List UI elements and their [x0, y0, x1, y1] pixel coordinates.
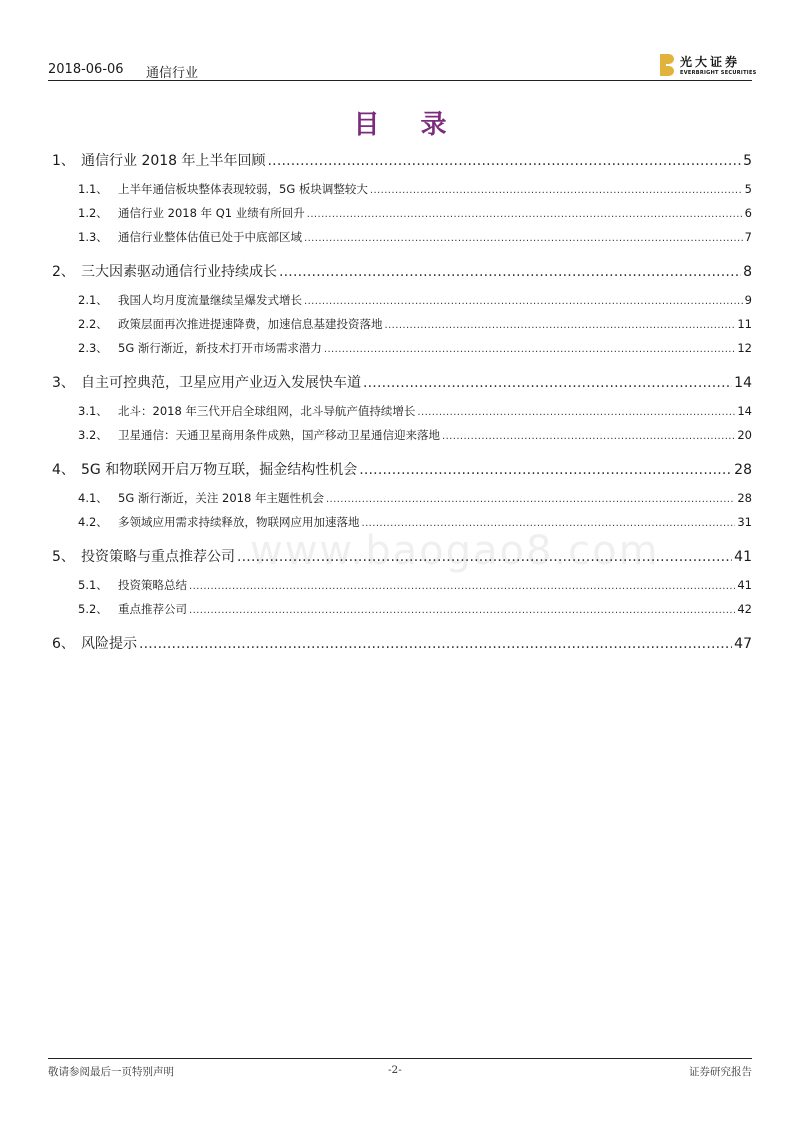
page-header	[48, 52, 757, 81]
toc-entry-number: 1.3、	[78, 230, 108, 244]
toc-leader	[359, 462, 732, 478]
toc-entry[interactable]	[48, 459, 752, 479]
toc-entry-label: 我国人均月度流量继续呈爆发式增长	[118, 293, 302, 307]
toc-entry-page: 14	[734, 375, 752, 391]
toc-entry[interactable]	[48, 490, 752, 506]
toc-entry-number: 2、	[52, 264, 75, 280]
toc-leader	[189, 581, 735, 592]
toc-entry-number: 2.3、	[78, 341, 108, 355]
toc-entry-number: 5.2、	[78, 602, 108, 616]
toc-leader	[307, 209, 743, 220]
toc-entry-number: 3、	[52, 375, 75, 391]
toc-entry[interactable]	[48, 577, 752, 593]
toc-entry-page: 6	[744, 206, 752, 220]
toc-entry-page: 31	[737, 515, 752, 529]
toc-entry-page: 14	[737, 404, 752, 418]
toc-entry-number: 4.2、	[78, 515, 108, 529]
toc-entry-number: 1.1、	[78, 182, 108, 196]
toc-entry-label: 投资策略总结	[118, 578, 187, 592]
toc-entry-label: 北斗：2018 年三代开启全球组网，北斗导航产值持续增长	[118, 404, 416, 418]
toc-entry[interactable]	[48, 229, 752, 245]
toc-entry-label: 自主可控典范，卫星应用产业迈入发展快车道	[81, 375, 361, 391]
toc-leader	[417, 407, 735, 418]
toc-leader	[189, 605, 735, 616]
toc-entry-label: 通信行业整体估值已处于中底部区域	[118, 230, 302, 244]
toc-entry[interactable]	[48, 427, 752, 443]
logo-mark-icon	[660, 54, 674, 76]
header-divider	[48, 80, 752, 81]
toc-entry-number: 3.2、	[78, 428, 108, 442]
toc-leader	[139, 636, 732, 652]
toc-entry-page: 41	[737, 578, 752, 592]
report-date: 2018-06-06	[48, 62, 124, 77]
toc-title: 目 录	[353, 110, 463, 140]
toc-entry-number: 6、	[52, 636, 75, 652]
toc-entry-number: 5.1、	[78, 578, 108, 592]
toc-entry-number: 1、	[52, 153, 75, 169]
toc-entry-number: 3.1、	[78, 404, 108, 418]
toc-leader	[370, 185, 743, 196]
toc-entry-page: 47	[734, 636, 752, 652]
toc-entry[interactable]	[48, 205, 752, 221]
toc-leader	[326, 494, 735, 505]
toc-entry[interactable]	[48, 340, 752, 356]
toc-entry-page: 11	[737, 317, 752, 331]
toc-entry-label: 5G 渐行渐近，关注 2018 年主题性机会	[118, 491, 324, 505]
watermark: www.baogao8.com	[250, 528, 660, 574]
toc-leader	[324, 344, 735, 355]
toc-leader	[237, 549, 732, 565]
toc-entry-label: 政策层面再次推进提速降费，加速信息基建投资落地	[118, 317, 383, 331]
toc-entry-label: 三大因素驱动通信行业持续成长	[81, 264, 277, 280]
footer-disclaimer: 敬请参阅最后一页特别声明	[48, 1066, 174, 1078]
toc-entry[interactable]	[48, 292, 752, 308]
toc-entry[interactable]	[48, 514, 752, 530]
toc-entry-label: 5G 和物联网开启万物互联，掘金结构性机会	[81, 462, 358, 478]
toc-leader	[385, 320, 736, 331]
toc-entry-page: 28	[737, 491, 752, 505]
toc-entry-label: 通信行业 2018 年 Q1 业绩有所回升	[118, 206, 305, 220]
toc-entry[interactable]	[48, 181, 752, 197]
toc-entry[interactable]	[48, 372, 752, 392]
toc-entry-label: 风险提示	[81, 636, 137, 652]
toc-entry-number: 5、	[52, 549, 75, 565]
toc-entry-page: 5	[743, 153, 752, 169]
toc-entry-page: 7	[744, 230, 752, 244]
toc-entry[interactable]	[48, 261, 752, 281]
toc-entry-label: 5G 渐行渐近，新技术打开市场需求潜力	[118, 341, 322, 355]
page-number: -2-	[388, 1064, 402, 1076]
footer-divider	[48, 1058, 752, 1059]
toc-leader	[304, 296, 743, 307]
toc-leader	[279, 264, 741, 280]
toc-entry[interactable]	[48, 633, 752, 653]
toc-entry[interactable]	[48, 150, 752, 170]
toc-entry-number: 2.2、	[78, 317, 108, 331]
toc-entry-number: 1.2、	[78, 206, 108, 220]
toc-entry-number: 4.1、	[78, 491, 108, 505]
everbright-logo	[660, 52, 757, 78]
toc-entry-number: 2.1、	[78, 293, 108, 307]
logo-name-en: EVERBRIGHT SECURITIES	[680, 70, 757, 76]
toc-leader	[362, 518, 736, 529]
toc-entry[interactable]	[48, 546, 752, 566]
toc-entry-label: 多领域应用需求持续释放，物联网应用加速落地	[118, 515, 360, 529]
toc-entry-number: 4、	[52, 462, 75, 478]
page-footer	[48, 1058, 752, 1078]
toc-leader	[442, 431, 735, 442]
toc-entry-label: 上半年通信板块整体表现较弱，5G 板块调整较大	[118, 182, 368, 196]
toc-entry-page: 9	[744, 293, 752, 307]
logo-name-cn: 光大证券	[680, 55, 741, 69]
toc-leader	[304, 233, 743, 244]
toc-leader	[268, 153, 742, 169]
toc-leader	[363, 375, 732, 391]
toc-entry-page: 41	[734, 549, 752, 565]
toc-entry-page: 12	[737, 341, 752, 355]
toc-entry-page: 42	[737, 602, 752, 616]
toc-entry-page: 20	[737, 428, 752, 442]
report-type: 证券研究报告	[689, 1066, 752, 1078]
toc-entry-page: 28	[734, 462, 752, 478]
industry-label: 通信行业	[146, 66, 199, 81]
toc-entry[interactable]	[48, 601, 752, 617]
toc-entry-page: 8	[743, 264, 752, 280]
toc-entry-label: 投资策略与重点推荐公司	[81, 549, 235, 565]
toc-entry-label: 通信行业 2018 年上半年回顾	[81, 153, 266, 169]
toc-entry[interactable]	[48, 316, 752, 332]
toc-entry-label: 重点推荐公司	[118, 602, 187, 616]
toc-entry-label: 卫星通信：天通卫星商用条件成熟，国产移动卫星通信迎来落地	[118, 428, 440, 442]
toc-entry-page: 5	[744, 182, 752, 196]
toc-entry[interactable]	[48, 403, 752, 419]
